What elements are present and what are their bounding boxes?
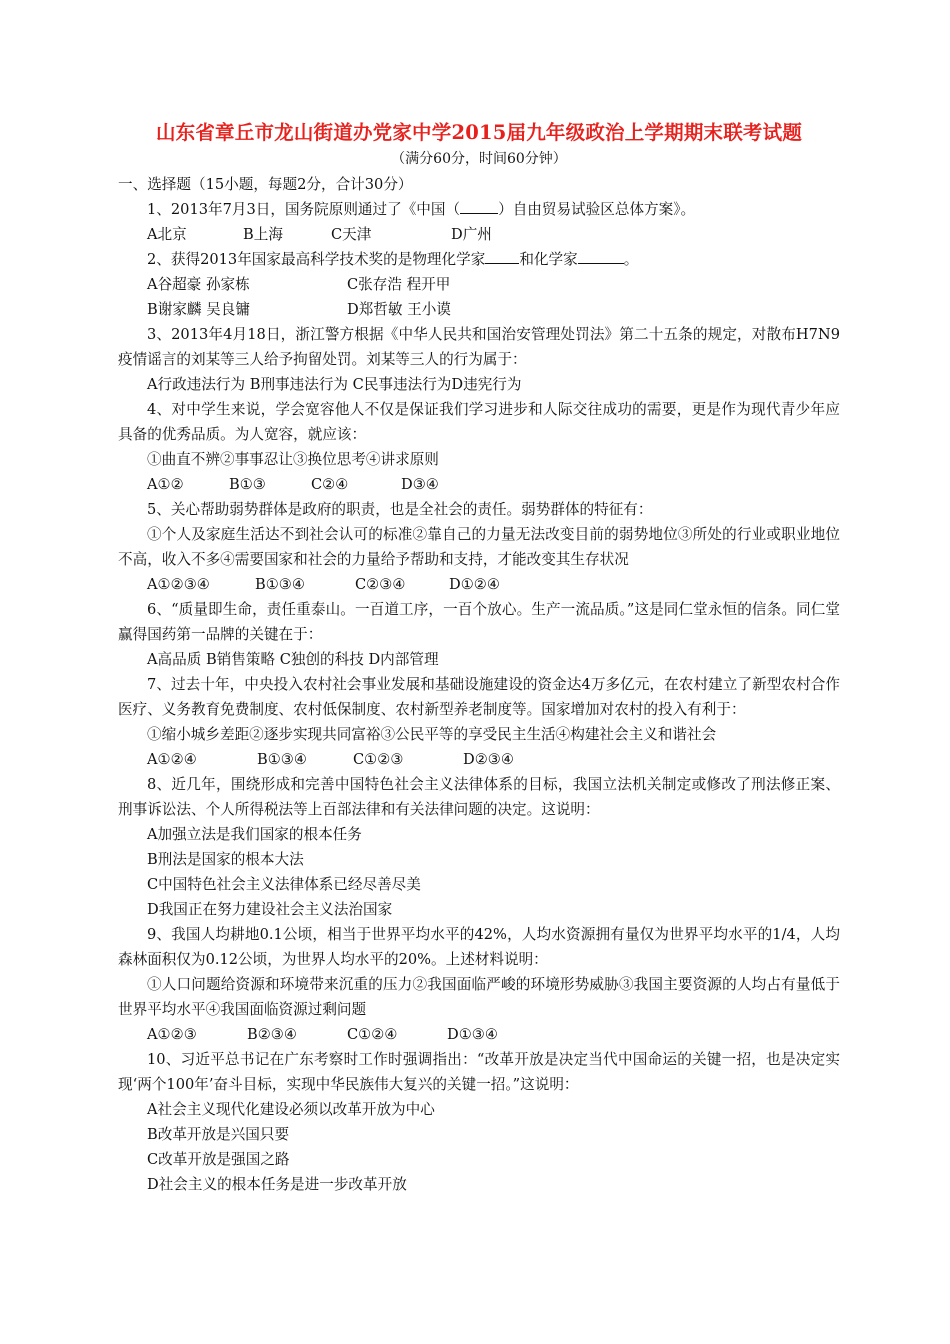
question-7-items: ①缩小城乡差距②逐步实现共同富裕③公民平等的享受民主生活④构建社会主义和谐社会 [147, 726, 717, 743]
question-5-items: ①个人及家庭生活达不到社会认可的标准②靠自己的力量无法改变目前的弱势地位③所处的行业或职业地位不高，收入不多④需要国家和社会的力量给予帮助和支持，才能改变其生存状况 [118, 526, 840, 568]
option: C①②④ [347, 1026, 398, 1043]
section-heading: 一、选择题（15小题，每题2分，合计30分） [118, 176, 413, 193]
question-3-stem: 3、2013年4月18日，浙江警方根据《中华人民共和国治安管理处罚法》第二十五条的规定，对散布H7N9疫情谣言的刘某等三人给予拘留处罚。刘某等三人的行为属于： [118, 326, 840, 368]
page-title: 山东省章丘市龙山街道办党家中学2015届九年级政治上学期期末联考试题 [155, 121, 803, 144]
question-5-options [118, 572, 840, 597]
option: C②④ [311, 476, 349, 493]
question-9-stem: 9、我国人均耕地0.1公顷，相当于世界平均水平的42%，人均水资源拥有量仅为世界平均水平的1/4，人均森林面积仅为0.12公顷，为世界人均水平的20%。上述材料说明： [118, 926, 840, 968]
question-7-options [118, 747, 840, 772]
option: D我国正在努力建设社会主义法治国家 [147, 901, 393, 918]
question-6-options: A高品质 B销售策略 C独创的科技 D内部管理 [147, 651, 439, 668]
option: D①②④ [449, 576, 500, 593]
option: A①② [147, 476, 184, 493]
option: D社会主义的根本任务是进一步改革开放 [147, 1176, 407, 1193]
answer-blank [578, 249, 624, 264]
question-1-stem: 1、2013年7月3日，国务院原则通过了《中国（ ）自由贸易试验区总体方案》。 [147, 201, 696, 218]
option: C②③④ [355, 576, 406, 593]
option: D①③④ [447, 1026, 498, 1043]
option: B谢家麟 吴良镛 [147, 301, 250, 318]
question-8-stem: 8、近几年，围绕形成和完善中国特色社会主义法律体系的目标，我国立法机关制定或修改了刑法修正案、刑事诉讼法、个人所得税法等上百部法律和有关法律问题的决定。这说明： [118, 776, 840, 818]
question-9-items: ①人口问题给资源和环境带来沉重的压力②我国面临严峻的环境形势威胁③我国主要资源的人均占有量低于世界平均水平④我国面临资源过剩问题 [118, 976, 840, 1018]
option: B刑法是国家的根本大法 [147, 851, 304, 868]
option: A①②④ [147, 751, 197, 768]
question-3-options: A行政违法行为 B刑事违法行为 C民事违法行为D违宪行为 [147, 376, 522, 393]
option: A北京 [147, 226, 187, 243]
option: B①③ [229, 476, 266, 493]
option: C改革开放是强国之路 [147, 1151, 290, 1168]
question-7-stem: 7、过去十年，中央投入农村社会事业发展和基础设施建设的资金达4万多亿元，在农村建立了新型农村合作医疗、义务教育免费制度、农村低保制度、农村新型养老制度等。国家增加对农村的投入有利于： [118, 676, 840, 718]
option: C①②③ [353, 751, 404, 768]
page-subtitle: （满分60分，时间60分钟） [391, 151, 567, 167]
option: C中国特色社会主义法律体系已经尽善尽美 [147, 876, 421, 893]
option: C张存浩 程开甲 [347, 276, 451, 293]
question-2-options [118, 272, 840, 297]
option: A①②③④ [147, 576, 210, 593]
option: B②③④ [247, 1026, 297, 1043]
question-1-options [118, 222, 840, 247]
question-10-stem: 10、习近平总书记在广东考察时工作时强调指出：“改革开放是决定当代中国命运的关键一招，也是决定实现‘两个100年’奋斗目标，实现中华民族伟大复兴的关键一招。”这说明： [118, 1051, 840, 1093]
answer-blank [485, 249, 519, 264]
option: A社会主义现代化建设必须以改革开放为中心 [147, 1101, 435, 1118]
option: B①③④ [257, 751, 307, 768]
question-9-options [118, 1022, 840, 1047]
option: C天津 [331, 226, 372, 243]
question-4-options [118, 472, 840, 497]
option: D广州 [451, 226, 492, 243]
option: A①②③ [147, 1026, 197, 1043]
option: D郑哲敏 王小谟 [347, 301, 451, 318]
option: A加强立法是我们国家的根本任务 [147, 826, 362, 843]
answer-blank [460, 199, 498, 214]
option: A谷超豪 孙家栋 [147, 276, 250, 293]
question-2-options [118, 297, 840, 322]
question-6-stem: 6、“质量即生命，责任重泰山。一百道工序，一百个放心。生产一流品质。”这是同仁堂永恒的信条。同仁堂赢得国药第一品牌的关键在于： [118, 601, 840, 643]
question-4-stem: 4、对中学生来说，学会宽容他人不仅是保证我们学习进步和人际交往成功的需要，更是作为现代青少年应具备的优秀品质。为人宽容，就应该： [118, 401, 840, 443]
option: B①③④ [255, 576, 305, 593]
question-4-items: ①曲直不辨②事事忍让③换位思考④讲求原则 [147, 451, 439, 468]
option: D③④ [401, 476, 439, 493]
question-2-stem: 2、获得2013年国家最高科学技术奖的是物理化学家 和化学家 。 [147, 251, 639, 268]
question-5-stem: 5、关心帮助弱势群体是政府的职责，也是全社会的责任。弱势群体的特征有： [147, 501, 653, 518]
option: B改革开放是兴国只要 [147, 1126, 290, 1143]
option: D②③④ [463, 751, 514, 768]
option: B上海 [243, 226, 283, 243]
